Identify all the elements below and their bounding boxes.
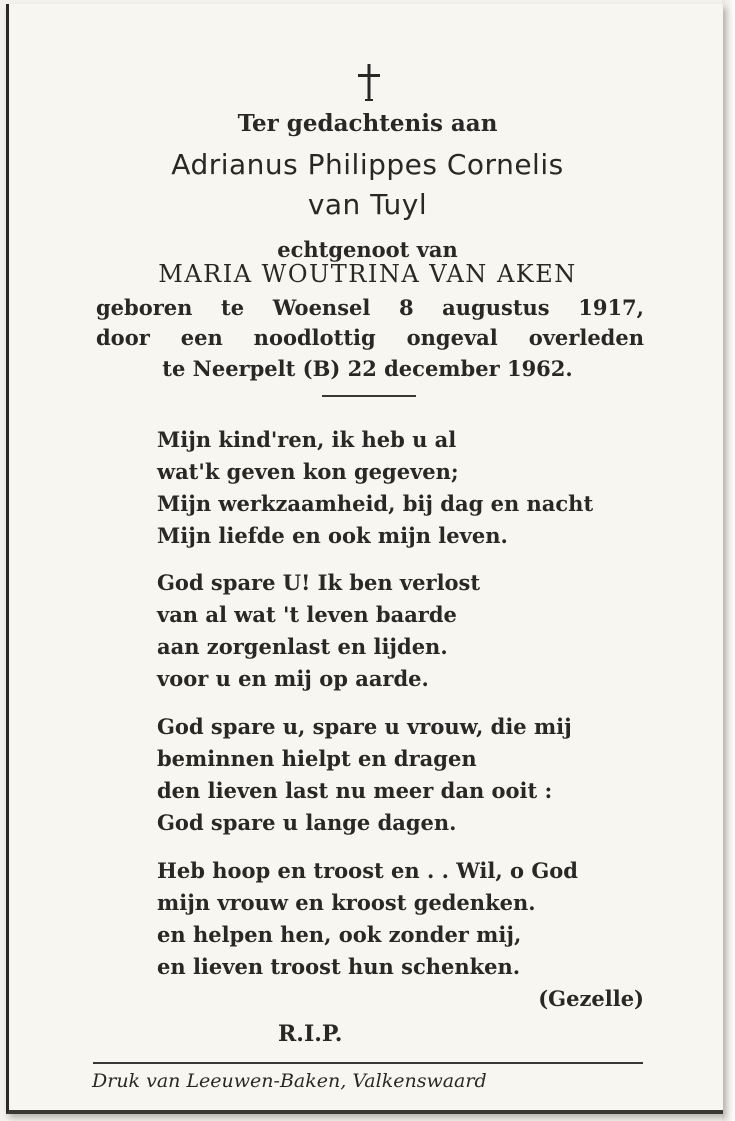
birth-line bbox=[96, 295, 644, 320]
divider-short bbox=[322, 395, 416, 397]
poem-line: en lieven troost hun schenken. bbox=[157, 954, 521, 979]
rip-text: R.I.P. bbox=[278, 1021, 343, 1047]
poem-line: aan zorgenlast en lijden. bbox=[157, 634, 448, 659]
spouse-intro: echtgenoot van bbox=[277, 237, 458, 262]
death-line bbox=[96, 325, 644, 350]
birth-word: Woensel bbox=[272, 295, 371, 320]
death-word: overleden bbox=[528, 325, 644, 350]
poem-stanza-2 bbox=[157, 567, 480, 695]
birth-word: augustus bbox=[442, 295, 550, 320]
poem-stanza-1 bbox=[157, 424, 593, 552]
deceased-name-line2: van Tuyl bbox=[307, 188, 428, 221]
poem-line: God spare U! Ik ben verlost bbox=[157, 570, 481, 595]
poem-line: den lieven last nu meer dan ooit : bbox=[157, 778, 553, 803]
poem-line: en helpen hen, ook zonder mij, bbox=[157, 922, 522, 947]
poem-line: Mijn kind'ren, ik heb u al bbox=[157, 427, 457, 452]
divider-long bbox=[93, 1062, 643, 1064]
birth-word: te bbox=[221, 295, 245, 320]
poem-stanza-3 bbox=[157, 711, 572, 839]
printer-credit: Druk van Leeuwen-Baken, Valkenswaard bbox=[92, 1070, 487, 1092]
in-memory-heading: Ter gedachtenis aan bbox=[237, 110, 498, 137]
poem-line: Heb hoop en troost en . . Wil, o God bbox=[157, 858, 578, 883]
birth-word: geboren bbox=[96, 295, 193, 320]
deceased-name-line1: Adrianus Philippes Cornelis bbox=[171, 148, 564, 181]
death-word: ongeval bbox=[406, 325, 498, 350]
birth-word: 8 bbox=[398, 295, 414, 320]
poem-attribution: (Gezelle) bbox=[538, 986, 644, 1011]
poem-line: beminnen hielpt en dragen bbox=[157, 746, 477, 771]
poem-line: God spare u, spare u vrouw, die mij bbox=[157, 714, 572, 739]
poem-line: Mijn liefde en ook mijn leven. bbox=[157, 523, 508, 548]
death-place-date: te Neerpelt (B) 22 december 1962. bbox=[162, 356, 573, 381]
poem-line: God spare u lange dagen. bbox=[157, 810, 457, 835]
death-word: door bbox=[96, 325, 150, 350]
death-word: een bbox=[180, 325, 223, 350]
death-word: noodlottig bbox=[253, 325, 376, 350]
poem-line: voor u en mij op aarde. bbox=[157, 666, 429, 691]
poem-stanza-4 bbox=[157, 855, 578, 983]
spouse-name: MARIA WOUTRINA VAN AKEN bbox=[158, 260, 577, 288]
cross-icon bbox=[355, 62, 383, 102]
birth-word: 1917, bbox=[578, 295, 644, 320]
poem-line: wat'k geven kon gegeven; bbox=[157, 459, 459, 484]
poem-line: mijn vrouw en kroost gedenken. bbox=[157, 890, 536, 915]
poem-line: Mijn werkzaamheid, bij dag en nacht bbox=[157, 491, 594, 516]
poem-line: van al wat 't leven baarde bbox=[157, 602, 457, 627]
